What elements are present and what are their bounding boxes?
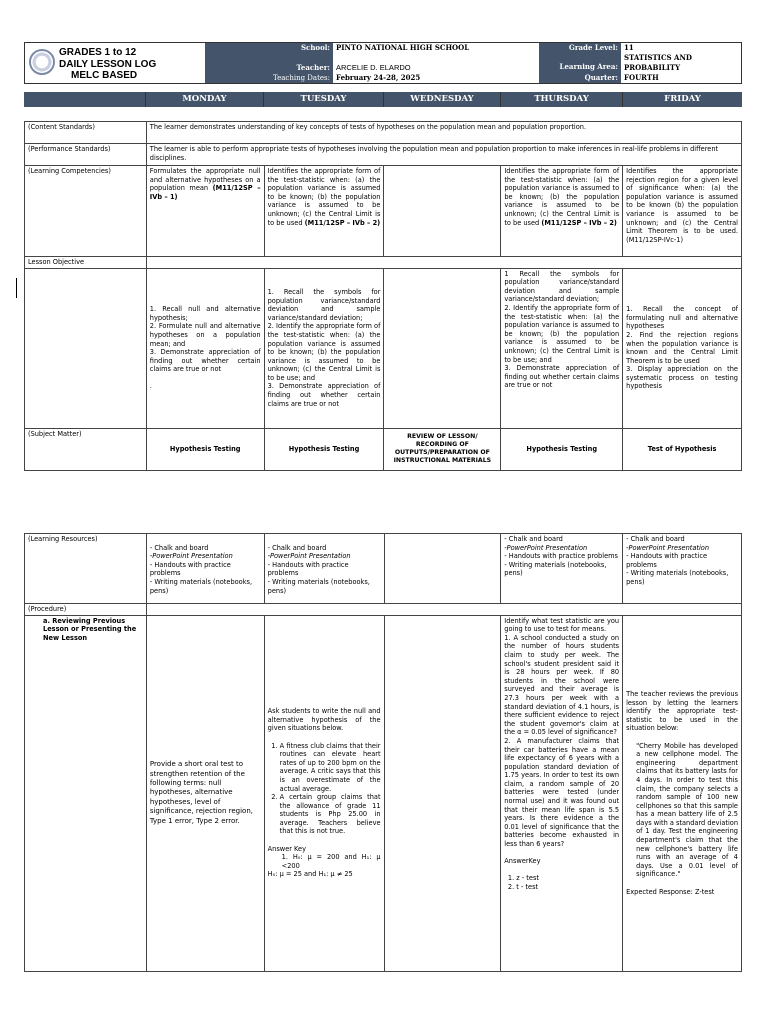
competencies-row [25,166,742,257]
content-standards-text: The learner demonstrates understanding of key concepts of tests of hypotheses on the population mean and population proportion. [146,122,741,144]
resources-monday: - Chalk and board -PowerPoint Presentation - Handouts with practice problems - Writing materials (notebooks, pens) [146,534,264,604]
day-thursday: THURSDAY [501,92,623,107]
content-standards-row [25,122,742,144]
title-line-1: GRADES 1 to 12 [59,47,137,58]
spacer-label [205,53,333,63]
performance-standards-text: The learner is able to perform appropriate tests of hypotheses involving the population mean and population proportion to make inferences in real-life problems in different disciplines. [146,144,741,166]
procedure-label-row [25,604,742,616]
objective-label: Lesson Objective [25,257,147,269]
day-monday: MONDAY [146,92,264,107]
dll-table-lower [24,533,742,972]
dates-value: February 24-28, 2025 [336,73,421,82]
objective-row [25,268,742,428]
objective-tuesday: 1. Recall the symbols for population variance/standard deviation and sample variance/standard deviation; 2. Identify the appropriate form of the test-statistic when: (a) the population variance is assumed to be known; (b) the population variance is assumed to be unknown; (c) the Central Limit is to be use; and 3. Demonstrate appreciation of finding out whether certain claims are true or not [264,268,384,428]
title-line-2: DAILY LESSON LOG [59,58,157,70]
performance-standards-row [25,144,742,166]
subject-tuesday: Hypothesis Testing [264,428,384,470]
objective-monday: 1. Recall null and alternative hypothesis; 2. Formulate null and alternative hypotheses on a population mean; and 3. Demonstrate appreciation of finding out whether certain claims are true or not . [146,268,264,428]
text-cursor [16,278,17,298]
objective-thursday: 1 Recall the symbols for population variance/standard deviation and sample variance/standard deviation; 2. Identify the appropriate form of the test-statistic when: (a) the population variance is assumed to be known; (b) the population variance is assumed to be unknown; (c) the Central Limit is to be use; and 3. Demonstrate appreciation of finding out whether certain claims are true or not [501,268,623,428]
dll-table-upper [24,121,742,471]
competency-monday: Formulates the appropriate null and alternative hypotheses on a population mean (M11/12SP – IVb – 1) [146,166,264,257]
competency-thursday: Identifies the appropriate form of the test-statistic when: (a) the population variance is assumed to be known; (b) the population variance is assumed to be unknown; (c) the Central Limit is to be used (M11/12SP – IVb – 2) [501,166,623,257]
quarter-label: Quarter: [539,73,621,83]
subject-monday: Hypothesis Testing [146,428,264,470]
school-value: PINTO NATIONAL HIGH SCHOOL [336,43,470,52]
procedure-a-monday: Provide a short oral test to strengthen retention of the following terms: null hypotheses, alternative hypotheses, level of significance, rejection region, Type 1 error, Type 2 error. [146,615,264,971]
procedure-a-label: a. Reviewing Previous Lesson or Presenting the New Lesson [25,615,147,971]
teacher-label: Teacher: [205,63,333,73]
resources-friday: - Chalk and board -PowerPoint Presentation - Handouts with practice problems - Writing materials (notebooks, pens) [623,534,742,604]
resources-tuesday: - Chalk and board -PowerPoint Presentation - Handouts with practice problems - Writing materials (notebooks, pens) [264,534,384,604]
procedure-a-tuesday: Ask students to write the null and alternative hypothesis of the given situations below. 1. A fitness club claims that their routines can elevate heart rates of up to 200 bpm on the average. A critic says that this is an overestimate of the actual average. 2. A certain group claims that the allowance of grade 11 students is Php 25.00 in average. Teachers believe that this is not true. Answer Key 1. H₀: μ = 200 and H₁: μ <200 H₀: μ = 25 and H₁: μ ≠ 25 [264,615,384,971]
objective-wednesday [384,268,501,428]
school-label: School: [205,43,333,53]
grade-label: Grade Level: [539,43,621,53]
resources-thursday: - Chalk and board -PowerPoint Presentation - Handouts with practice problems - Writing materials (notebooks, pens) [501,534,623,604]
area-value-1: STATISTICS AND [624,53,692,62]
resources-wednesday [384,534,501,604]
teacher-value: ARCELIE D. ELARDO [336,63,411,72]
header-block [24,42,742,84]
procedure-label: (Procedure) [25,604,147,616]
procedure-a-thursday: Identify what test statistic are you going to use to test for means. 1. A school conducted a study on the number of hours students claim to study per week. The school's student president said it is 28 hours per week. If 80 students in the school were surveyed and their average is 27.3 hours per week with a standard deviation of 4.1 hours, is there sufficient evidence to reject the student governor's claim at the α = 0.05 level of significance? 2. A manufacturer claims that their car batteries have a mean life expectancy of 6 years with a population standard deviation of 1.75 years. In order to test its own claim, a random sample of 20 batteries were tested (under normal use) and it was found out that their mean life span is 5.5 years. Is there evidence a the 0.01 level of significance that the batteries become exhausted in less than 6 years? AnswerKey 1. z - test 2. t - test [501,615,623,971]
resources-row [25,534,742,604]
subject-friday: Test of Hypothesis [623,428,742,470]
subject-wednesday: REVIEW OF LESSON/ RECORDING OF OUTPUTS/PREPARATION OF INSTRUCTIONAL MATERIALS [384,428,501,470]
grade-value: 11 [624,43,634,52]
title-line-3: MELC BASED [71,70,138,81]
objective-label-row [25,257,742,269]
resources-label: (Learning Resources) [25,534,147,604]
competencies-label: (Learning Competencies) [25,166,147,257]
content-standards-label: (Content Standards) [25,122,147,144]
deped-seal-icon [29,49,55,75]
competency-wednesday [384,166,501,257]
subject-matter-label: (Subject Matter) [25,428,147,470]
area-label: Learning Area: [539,53,621,73]
dates-label: Teaching Dates: [205,73,333,83]
procedure-a-friday: The teacher reviews the previous lesson by letting the learners identify the appropriate test-statistic to be used in the situation below: "Cherry Mobile has developed a new cellphone model. The engineering department claims that its battery lasts for 4 days. In order to test this claim, the company selects a random sample of 100 new cellphones so that this sample has a mean battery life of 2.5 days with a standard deviation of 1 day. Test the engineering department's claim that the new cellphone's battery life runs with an average of 4 days. Use a 0.01 level of significance." Expected Response: Z-test [623,615,742,971]
procedure-a-row [25,615,742,971]
procedure-a-wednesday [384,615,501,971]
competency-tuesday: Identifies the appropriate form of the test-statistic when: (a) the population variance is assumed to be known; (b) the population variance is assumed to be unknown; (c) the Central Limit is to be used (M11/12SP – IVb – 2) [264,166,384,257]
day-wednesday: WEDNESDAY [384,92,501,107]
quarter-value: FOURTH [624,73,659,82]
document-title [59,47,156,82]
days-header [24,92,742,107]
area-value-2: PROBABILITY [624,63,681,72]
day-tuesday: TUESDAY [264,92,384,107]
day-friday: FRIDAY [664,94,701,104]
days-blank [24,92,146,107]
objective-friday: 1. Recall the concept of formulating null and alternative hypotheses 2. Find the rejection regions when the population variance is known and the Central Limit Theorem is to be used 3. Display appreciation on the systematic process on testing hypothesis [623,268,742,428]
competency-friday: Identifies the appropriate rejection region for a given level of significance when: (a) the population variance is assumed to be known (b) the population variance is assumed to be unknown; and (c) the Central Limit Theorem is to be used. (M11/12SP-IVc-1) [623,166,742,257]
performance-standards-label: (Performance Standards) [25,144,147,166]
subject-matter-row [25,428,742,470]
subject-thursday: Hypothesis Testing [501,428,623,470]
